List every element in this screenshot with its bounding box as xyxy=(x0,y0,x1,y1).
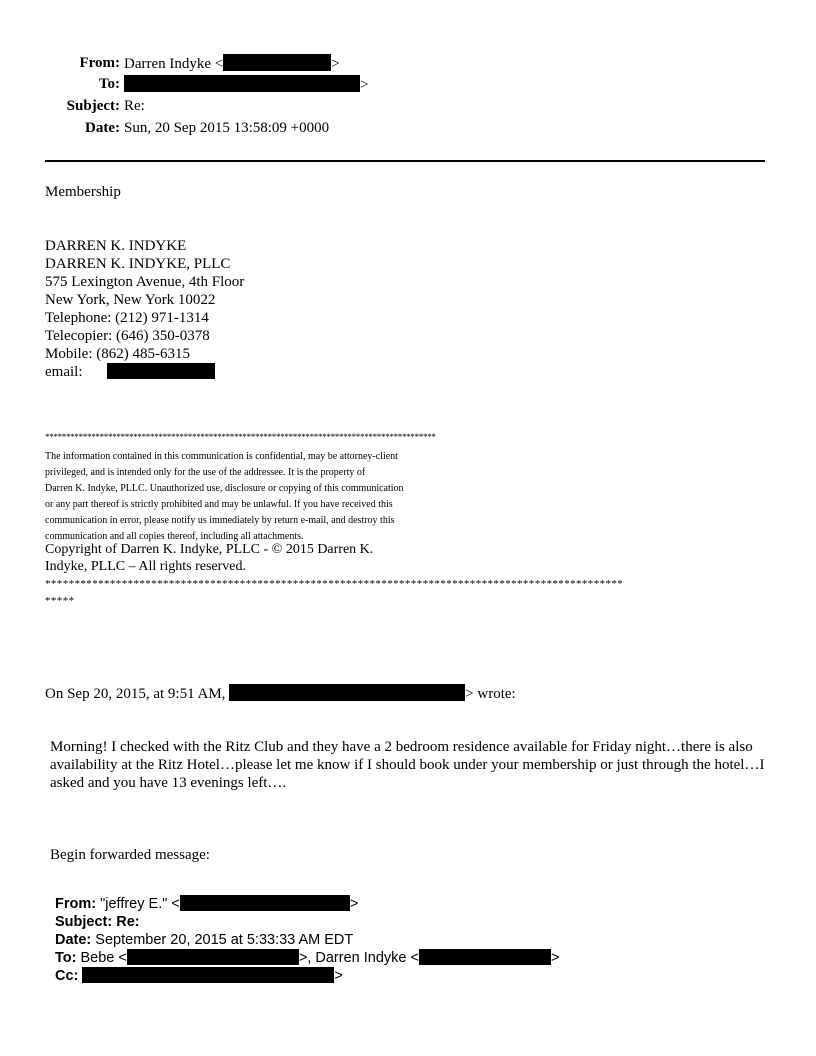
quoted-intro-prefix: On Sep 20, 2015, at 9:51 AM, xyxy=(45,686,226,702)
fwd-cc-label: Cc: xyxy=(55,968,79,984)
fwd-date-value: September 20, 2015 at 5:33:33 AM EDT xyxy=(95,932,354,948)
from-label: From: xyxy=(79,55,120,71)
copyright-line: Indyke, PLLC – All rights reserved. xyxy=(45,559,247,574)
stars-line: ***** xyxy=(45,595,75,607)
fwd-cc-close: > xyxy=(334,968,343,984)
disclaimer-line: communication and all copies thereof, including all attachments. xyxy=(45,531,304,542)
forward-heading: Begin forwarded message: xyxy=(50,847,210,863)
to-label: To: xyxy=(98,76,120,92)
signature-line: New York, New York 10022 xyxy=(45,292,216,308)
date-label: Date: xyxy=(85,120,120,136)
fwd-from-row xyxy=(55,895,559,913)
signature-line: Telecopier: (646) 350-0378 xyxy=(45,328,210,344)
from-close: > xyxy=(331,56,340,72)
disclaimer-stars-top: ********************************************************************************************* xyxy=(45,432,436,442)
fwd-to-value-2: >, Darren Indyke < xyxy=(298,950,419,966)
signature-line: Mobile: (862) 485-6315 xyxy=(45,346,190,362)
disclaimer-line: The information contained in this communication is confidential, may be attorney-client xyxy=(45,451,398,462)
fwd-from-label: From: xyxy=(55,896,97,912)
fwd-to-value-1: Bebe < xyxy=(80,950,127,966)
fwd-from-value: "jeffrey E." < xyxy=(100,896,180,912)
from-value xyxy=(124,54,340,73)
redaction-box xyxy=(124,75,360,92)
signature-email-row xyxy=(45,363,244,381)
signature-block xyxy=(45,237,244,381)
fwd-to-label: To: xyxy=(55,950,77,966)
fwd-subject-value: Re: xyxy=(116,914,140,930)
subject-label: Subject: xyxy=(66,98,120,114)
fwd-subject-label: Subject: xyxy=(55,914,113,930)
header-from-row xyxy=(0,54,816,72)
redaction-box xyxy=(223,54,331,71)
email-header xyxy=(0,54,816,144)
to-close: > xyxy=(360,77,369,93)
redaction-box xyxy=(180,895,350,911)
disclaimer-line: privileged, and is intended only for the use of the addressee. It is the property of xyxy=(45,467,366,478)
fwd-subject-row xyxy=(55,913,559,931)
header-to-row xyxy=(0,75,816,93)
header-date-row xyxy=(0,119,816,137)
header-divider xyxy=(45,160,765,162)
signature-line: DARREN K. INDYKE, PLLC xyxy=(45,256,231,272)
disclaimer-line: communication in error, please notify us immediately by return e-mail, and destroy this xyxy=(45,515,395,526)
fwd-from-close: > xyxy=(349,896,359,912)
email-label: email: xyxy=(45,364,83,380)
signature-line: Telephone: (212) 971-1314 xyxy=(45,310,209,326)
redaction-box xyxy=(229,684,465,701)
signature-line: DARREN K. INDYKE xyxy=(45,238,187,254)
disclaimer-line: Darren K. Indyke, PLLC. Unauthorized use, disclosure or copying of this communication xyxy=(45,483,404,494)
fwd-to-row xyxy=(55,949,559,967)
forwarded-header xyxy=(55,895,559,985)
fwd-cc-row xyxy=(55,967,559,985)
redaction-box xyxy=(107,363,215,379)
subject-value: Re: xyxy=(124,98,145,114)
quoted-intro-suffix: > wrote: xyxy=(465,686,516,702)
quoted-intro xyxy=(45,684,516,703)
date-value: Sun, 20 Sep 2015 13:58:09 +0000 xyxy=(124,120,330,136)
redaction-box xyxy=(127,949,299,965)
stars-line: ************************************************************************************************** xyxy=(45,578,624,590)
fwd-date-row xyxy=(55,931,559,949)
signature-line: 575 Lexington Avenue, 4th Floor xyxy=(45,274,245,290)
disclaimer-line: or any part thereof is strictly prohibited and may be unlawful. If you have received this xyxy=(45,499,393,510)
redaction-box xyxy=(419,949,551,965)
fwd-date-label: Date: xyxy=(55,932,92,948)
disclaimer-stars-bottom xyxy=(45,576,623,610)
copyright-line: Copyright of Darren K. Indyke, PLLC - © 2015 Darren K. xyxy=(45,542,374,557)
quoted-message: Morning! I checked with the Ritz Club and they have a 2 bedroom residence available for Friday night…there is also availability at the Ritz Hotel…please let me know if I should book under your membership or just through the hotel…I asked and you have 13 evenings left…. xyxy=(50,739,765,791)
body-greeting: Membership xyxy=(45,184,121,200)
from-name: Darren Indyke < xyxy=(124,56,224,72)
to-value xyxy=(124,75,368,94)
disclaimer-text xyxy=(45,449,404,545)
redaction-box xyxy=(82,967,334,983)
fwd-to-close: > xyxy=(550,950,560,966)
copyright-block xyxy=(45,541,373,575)
header-subject-row xyxy=(0,97,816,115)
